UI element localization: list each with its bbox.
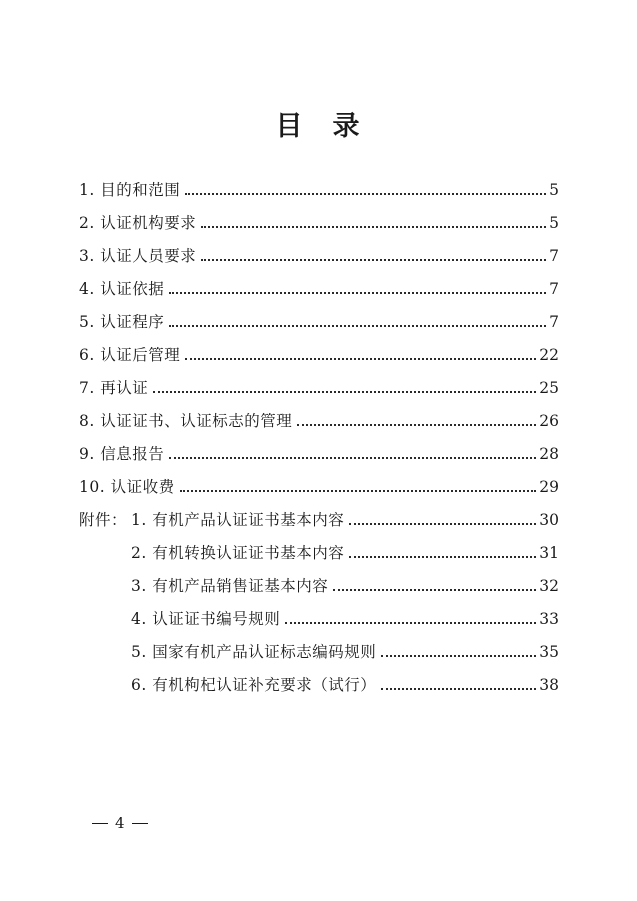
dot-leader xyxy=(169,292,546,294)
dot-leader xyxy=(201,226,546,228)
toc-entry-label: 3. 认证人员要求 xyxy=(79,247,197,265)
appendix-entry-label: 2. 有机转换认证证书基本内容 xyxy=(131,544,345,562)
toc-entry-label: 9. 信息报告 xyxy=(79,445,165,463)
appendix-prefix-row xyxy=(79,508,129,532)
toc-entry[interactable] xyxy=(79,211,559,235)
toc-entry-page: 7 xyxy=(549,313,559,331)
toc-entry-page: 5 xyxy=(549,181,559,199)
toc-entry-page: 29 xyxy=(539,478,559,496)
page-footer xyxy=(92,814,148,832)
toc-entry-label: 6. 认证后管理 xyxy=(79,346,181,364)
dot-leader xyxy=(185,358,536,360)
toc-entry-page: 5 xyxy=(549,214,559,232)
dot-leader xyxy=(381,655,536,657)
toc-entry-label: 7. 再认证 xyxy=(79,379,149,397)
appendix-entry-label: 3. 有机产品销售证基本内容 xyxy=(131,577,329,595)
toc-entry-label: 2. 认证机构要求 xyxy=(79,214,197,232)
footer-dash-left xyxy=(92,823,108,824)
dot-leader xyxy=(169,325,546,327)
dot-leader xyxy=(201,259,546,261)
dot-leader xyxy=(185,193,546,195)
appendix-entry[interactable] xyxy=(131,574,559,598)
dot-leader xyxy=(297,424,536,426)
toc-entry[interactable] xyxy=(79,343,559,367)
toc-entry-label: 8. 认证证书、认证标志的管理 xyxy=(79,412,293,430)
toc-title-part1: 目 xyxy=(275,111,305,142)
appendix-entry-page: 35 xyxy=(539,643,559,661)
toc-entry[interactable] xyxy=(79,376,559,400)
toc-title xyxy=(0,104,637,143)
toc-entry[interactable] xyxy=(79,442,559,466)
appendix-entry-page: 38 xyxy=(539,676,559,694)
toc-entry[interactable] xyxy=(79,475,559,499)
dot-leader xyxy=(349,556,536,558)
appendix-entry-label: 1. 有机产品认证证书基本内容 xyxy=(131,511,345,529)
toc-entry-label: 5. 认证程序 xyxy=(79,313,165,331)
appendix-entry[interactable] xyxy=(131,640,559,664)
dot-leader xyxy=(169,457,536,459)
toc-title-part2: 录 xyxy=(332,111,362,142)
appendix-entry[interactable] xyxy=(131,607,559,631)
toc-entry-label: 4. 认证依据 xyxy=(79,280,165,298)
dot-leader xyxy=(285,622,536,624)
dot-leader xyxy=(349,523,536,525)
toc-entry-page: 7 xyxy=(549,247,559,265)
appendix-entry-label: 5. 国家有机产品认证标志编码规则 xyxy=(131,643,377,661)
appendix-entry[interactable] xyxy=(131,508,559,532)
toc-entry[interactable] xyxy=(79,310,559,334)
appendix-entry-page: 33 xyxy=(539,610,559,628)
toc-entry[interactable] xyxy=(79,178,559,202)
toc-entry[interactable] xyxy=(79,277,559,301)
appendix-entry-page: 31 xyxy=(539,544,559,562)
toc-entry-page: 26 xyxy=(539,412,559,430)
dot-leader xyxy=(153,391,536,393)
dot-leader xyxy=(180,490,537,492)
toc-entry[interactable] xyxy=(79,409,559,433)
appendix-entry-page: 30 xyxy=(539,511,559,529)
toc-entry-page: 25 xyxy=(539,379,559,397)
appendix-entry[interactable] xyxy=(131,541,559,565)
toc-entry-page: 28 xyxy=(539,445,559,463)
appendix-entry[interactable] xyxy=(131,673,559,697)
appendix-prefix: 附件： xyxy=(79,511,128,529)
toc-entry-label: 1. 目的和范围 xyxy=(79,181,181,199)
toc-entry-label: 10. 认证收费 xyxy=(79,478,175,496)
appendix-entry-label: 4. 认证证书编号规则 xyxy=(131,610,281,628)
footer-dash-right xyxy=(132,823,148,824)
toc-entry-page: 22 xyxy=(539,346,559,364)
toc-entry-page: 7 xyxy=(549,280,559,298)
page-number: 4 xyxy=(115,814,125,832)
dot-leader xyxy=(381,688,536,690)
toc-entry[interactable] xyxy=(79,244,559,268)
appendix-entry-label: 6. 有机枸杞认证补充要求（试行） xyxy=(131,676,377,694)
dot-leader xyxy=(333,589,536,591)
appendix-entry-page: 32 xyxy=(539,577,559,595)
